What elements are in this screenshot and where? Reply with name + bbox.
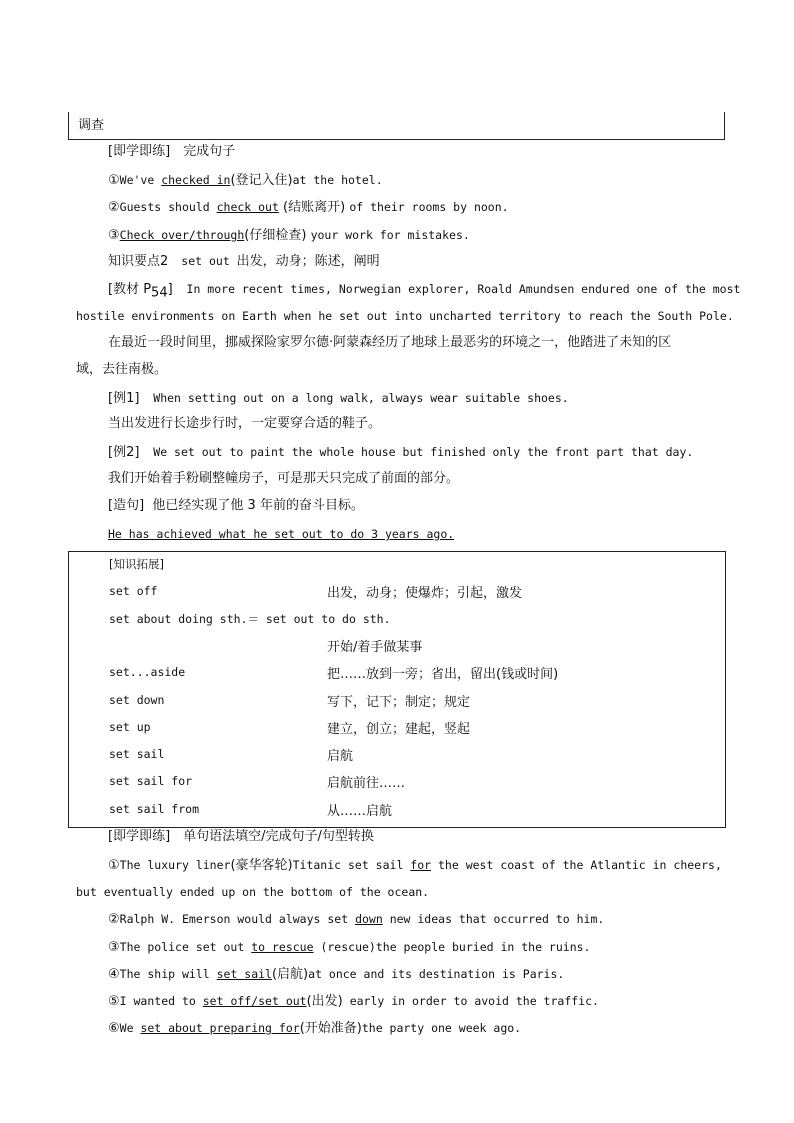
- practice1-item-2: ②Guests should check out (结账离开) of their rooms by noon.: [108, 200, 509, 215]
- top-box-label: 调查: [78, 118, 105, 133]
- example-1: [例1] When setting out on a long walk, always wear suitable shoes.: [108, 391, 569, 406]
- practice2-item-6: ⑥We set about preparing for(开始准备)the party one week ago.: [108, 1021, 522, 1036]
- answer: Check over/through: [119, 228, 245, 242]
- point2-cn-line2: 域，去往南极。: [76, 362, 168, 377]
- practice2-item-2: ②Ralph W. Emerson would always set down new ideas that occurred to him.: [108, 912, 605, 927]
- extension-phrase: set off: [109, 584, 158, 598]
- answer: set off/set out: [202, 994, 307, 1008]
- extension-phrase: set down: [109, 693, 165, 707]
- extension-meaning: 开始/着手做某事: [327, 640, 423, 655]
- knowledge-extension-box: [68, 551, 726, 828]
- answer: checked in: [161, 173, 231, 187]
- answer: check out: [216, 200, 279, 214]
- point2-source-line2: hostile environments on Earth when he set out into uncharted territory to reach the South Pole.: [76, 309, 734, 323]
- example-2-translation: 我们开始着手粉刷整幢房子，可是那天只完成了前面的部分。: [108, 471, 460, 486]
- make-sentence-answer: He has achieved what he set out to do 3 years ago.: [108, 527, 455, 541]
- extension-phrase: set sail: [109, 747, 165, 761]
- answer: for: [410, 858, 432, 872]
- practice2-item-1: ①The luxury liner(豪华客轮)Titanic set sail for the west coast of the Atlantic in cheers,: [108, 858, 722, 873]
- extension-phrase: set sail for: [109, 774, 193, 788]
- practice2-item-1-line2: but eventually ended up on the bottom of the ocean.: [76, 885, 430, 899]
- answer: to rescue: [251, 940, 314, 954]
- point2-title: 知识要点2 set out 出发，动身；陈述，阐明: [108, 254, 380, 269]
- extension-meaning: 出发，动身；使爆炸；引起，激发: [327, 586, 523, 601]
- answer: set about preparing for: [140, 1021, 300, 1035]
- example-1-translation: 当出发进行长途步行时，一定要穿合适的鞋子。: [108, 416, 382, 431]
- extension-meaning: 启航前往……: [327, 776, 406, 791]
- extension-phrase: set up: [109, 720, 151, 734]
- practice2-item-5: ⑤I wanted to set off/set out(出发) early in order to avoid the traffic.: [108, 994, 599, 1009]
- extension-meaning: 把……放到一旁；省出，留出(钱或时间): [327, 667, 559, 682]
- practice1-item-1: ①We've checked in(登记入住)at the hotel.: [108, 173, 383, 188]
- extension-meaning: 启航: [327, 749, 354, 764]
- make-sentence-prompt: [造句] 他已经实现了他 3 年前的奋斗目标。: [108, 498, 364, 513]
- extension-header: [知识拓展]: [109, 557, 164, 571]
- practice2-header: [即学即练] 单句语法填空/完成句子/句型转换: [108, 829, 374, 844]
- point2-cn-line1: 在最近一段时间里，挪威探险家罗尔德·阿蒙森经历了地球上最恶劣的环境之一，他踏进了未知的区: [108, 335, 672, 350]
- extension-meaning: 从……启航: [327, 804, 393, 819]
- example-2: [例2] We set out to paint the whole house but finished only the front part that day.: [108, 445, 694, 460]
- top-box-frame: [68, 112, 725, 140]
- answer: down: [355, 912, 383, 926]
- answer: set sail: [216, 967, 272, 981]
- practice1-header: [即学即练] 完成句子: [108, 144, 236, 159]
- extension-phrase: set...aside: [109, 665, 186, 679]
- extension-phrase: set about doing sth.＝ set out to do sth.: [109, 612, 391, 626]
- extension-meaning: 建立，创立；建起，竖起: [327, 722, 471, 737]
- extension-phrase: set sail from: [109, 802, 200, 816]
- practice2-item-4: ④The ship will set sail(启航)at once and its destination is Paris.: [108, 967, 565, 982]
- practice1-item-3: ③Check over/through(仔细检查) your work for mistakes.: [108, 228, 470, 243]
- point2-source-line1: [教材 $P_{54}$] In more recent times, Norwegian explorer, Roald Amundsen endured one of the most: [108, 282, 741, 301]
- extension-meaning: 写下，记下；制定；规定: [327, 695, 471, 710]
- practice2-item-3: ③The police set out to rescue (rescue)the people buried in the ruins.: [108, 940, 591, 955]
